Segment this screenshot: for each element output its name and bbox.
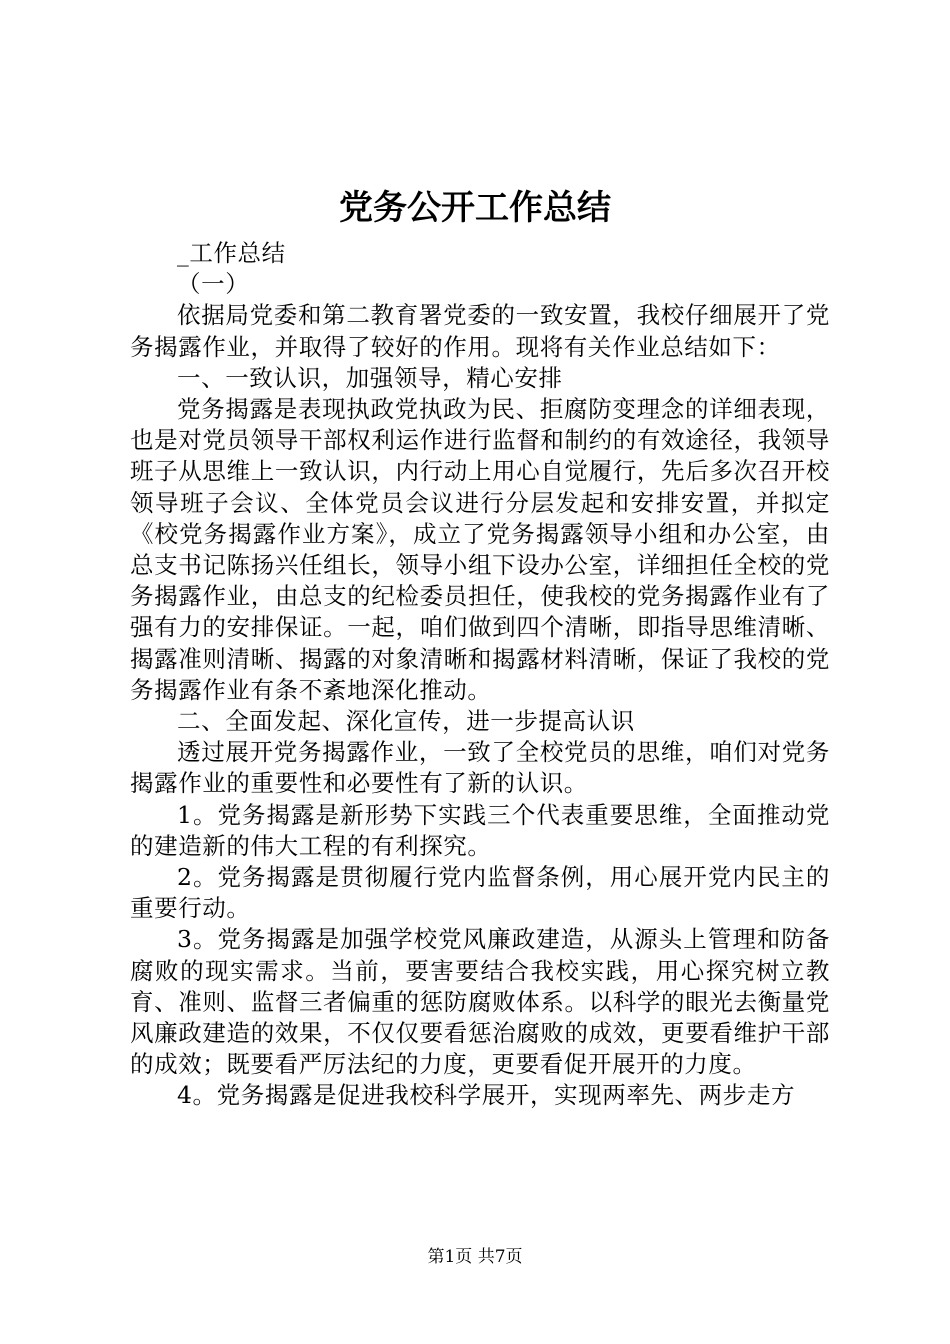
list-item-3: 3。党务揭露是加强学校党风廉政建造，从源头上管理和防备腐败的现实需求。当前，要害要结合我校实践，用心探究树立教育、准则、监督三者偏重的惩防腐败体系。以科学的眼光去衡量党风廉政建造的效果，不仅仅要看惩治腐败的成效，更要看维护干部的成效；既要看严厉法纪的力度，更要看促开展开的力度。	[130, 925, 830, 1079]
list-item-1: 1。党务揭露是新形势下实践三个代表重要思维，全面推动党的建造新的伟大工程的有利探究。	[130, 800, 830, 860]
paragraph-section-2: 透过展开党务揭露作业，一致了全校党员的思维，咱们对党务揭露作业的重要性和必要性有了新的认识。	[130, 738, 830, 798]
page-footer: 第1页 共7页	[427, 1247, 523, 1267]
document-title: 党务公开工作总结	[339, 188, 611, 228]
section-heading-2: 二、全面发起、深化宣传，进一步提高认识	[177, 707, 635, 736]
paragraph-section-1: 党务揭露是表现执政党执政为民、拒腐防变理念的详细表现，也是对党员领导干部权利运作进行监督和制约的有效途径，我领导班子从思维上一致认识，内行动上用心自觉履行，先后多次召开校领导班子会议、全体党员会议进行分层发起和安排安置，并拟定《校党务揭露作业方案》，成立了党务揭露领导小组和办公室，由总支书记陈扬兴任组长，领导小组下设办公室，详细担任全校的党务揭露作业，由总支的纪检委员担任，使我校的党务揭露作业有了强有力的安排保证。一起，咱们做到四个清晰，即指导思维清晰、揭露准则清晰、揭露的对象清晰和揭露材料清晰，保证了我校的党务揭露作业有条不紊地深化推动。	[130, 395, 830, 704]
list-item-4: 4。党务揭露是促进我校科学展开，实现两率先、两步走方	[177, 1081, 796, 1110]
section-heading-1: 一、一致认识，加强领导，精心安排	[177, 363, 563, 392]
paragraph-intro: 依据局党委和第二教育署党委的一致安置，我校仔细展开了党务揭露作业，并取得了较好的作用。现将有关作业总结如下：	[130, 301, 830, 361]
paragraph-section-number: （一）	[177, 270, 250, 299]
paragraph-subtitle: _工作总结	[177, 239, 286, 267]
document-body	[130, 238, 830, 1112]
list-item-2: 2。党务揭露是贯彻履行党内监督条例，用心展开党内民主的重要行动。	[130, 863, 830, 923]
